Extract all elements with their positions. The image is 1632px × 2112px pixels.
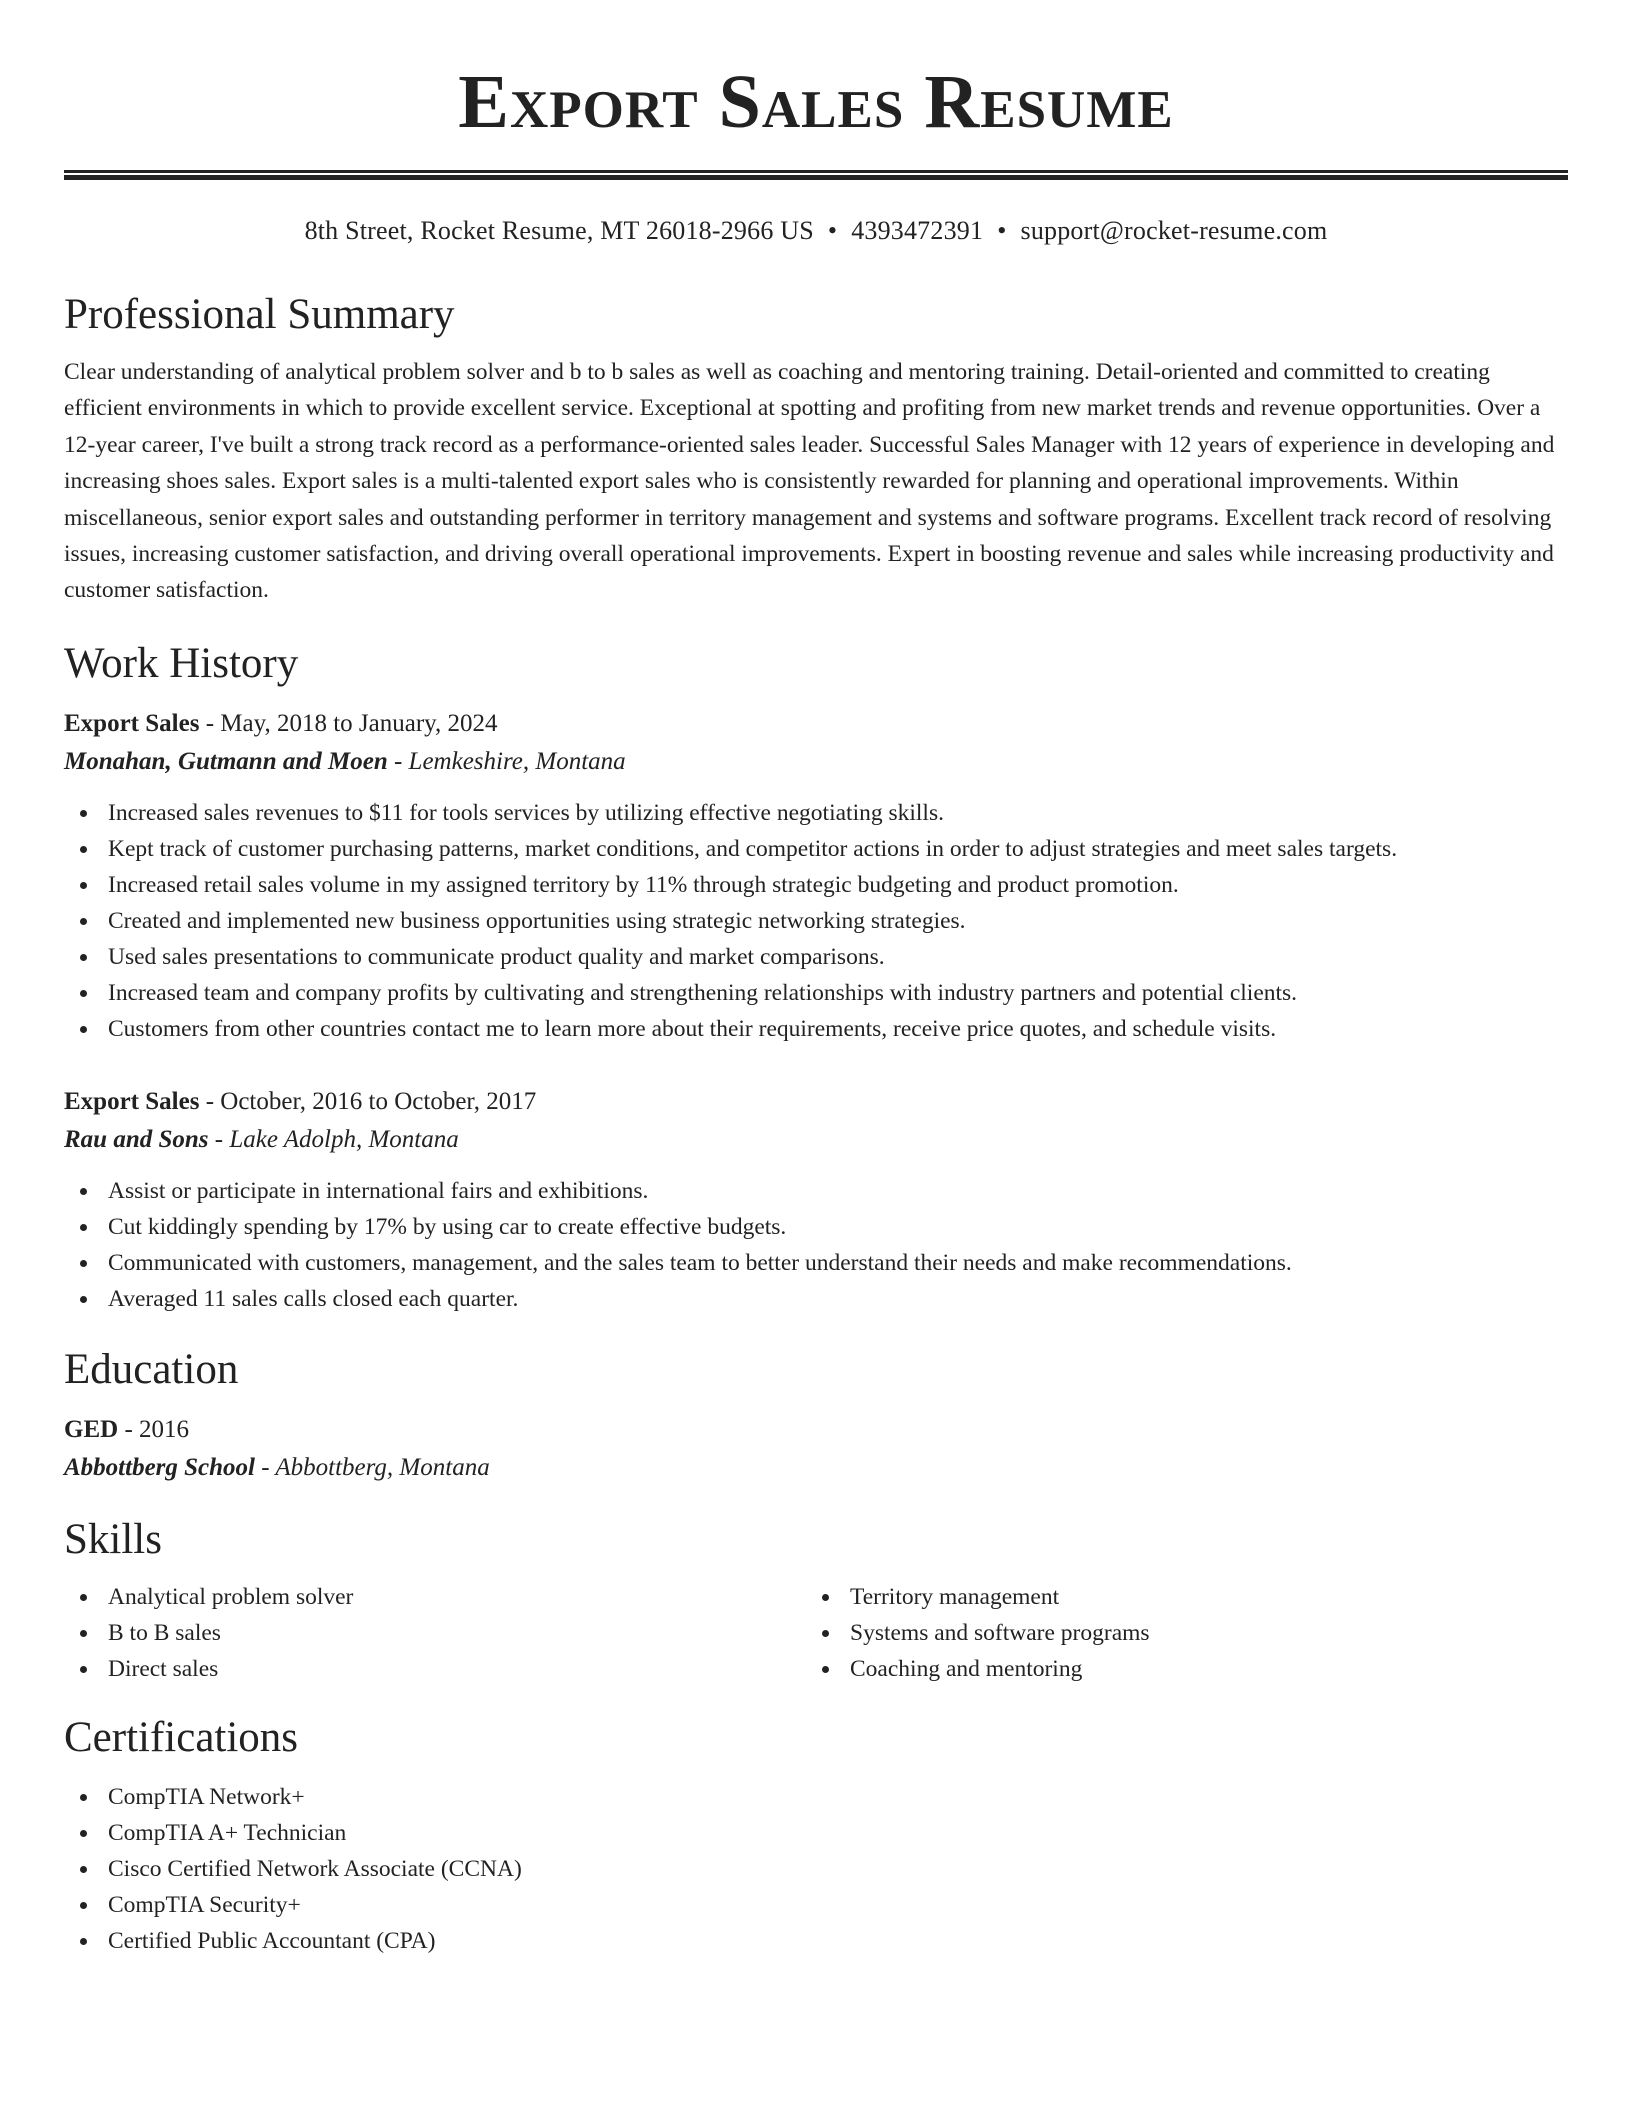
list-item: Customers from other countries contact me to learn more about their requirements, receive price quotes, and schedule visits.: [64, 1011, 1568, 1047]
list-item: Certified Public Accountant (CPA): [64, 1923, 1568, 1959]
list-item: Territory management: [806, 1579, 1548, 1615]
list-item: Direct sales: [64, 1651, 806, 1687]
list-item: Systems and software programs: [806, 1615, 1548, 1651]
contact-email: support@rocket-resume.com: [1020, 216, 1328, 245]
skills-columns: [64, 1579, 1568, 1687]
job-location: - Lake Adolph, Montana: [208, 1125, 459, 1153]
certifications-heading: Certifications: [64, 1713, 299, 1761]
job-dates: - October, 2016 to October, 2017: [199, 1087, 537, 1115]
list-item: Increased sales revenues to $11 for tools services by utilizing effective negotiating skills.: [64, 795, 1568, 831]
list-item: CompTIA Network+: [64, 1779, 1568, 1815]
job-title: Export Sales: [64, 1087, 200, 1115]
summary-section: [64, 290, 1568, 609]
job-title-line: [64, 1083, 1568, 1121]
contact-phone: 4393472391: [851, 216, 984, 245]
list-item: Cisco Certified Network Associate (CCNA): [64, 1851, 1568, 1887]
resume-title: Export Sales Resume: [458, 60, 1174, 144]
skills-list-right: [806, 1579, 1548, 1687]
work-history-section: [64, 639, 1568, 1317]
title-divider: [64, 170, 1568, 180]
list-item: Used sales presentations to communicate product quality and market comparisons.: [64, 939, 1568, 975]
job-employer-line: [64, 1121, 1568, 1159]
list-item: Kept track of customer purchasing patterns, market conditions, and competitor actions in order to adjust strategies and meet sales targets.: [64, 831, 1568, 867]
list-item: Created and implemented new business opportunities using strategic networking strategies.: [64, 903, 1568, 939]
education-heading: Education: [64, 1345, 239, 1393]
job-dates: - May, 2018 to January, 2024: [199, 709, 498, 737]
education-degree-line: [64, 1411, 1568, 1449]
list-item: Coaching and mentoring: [806, 1651, 1548, 1687]
skills-section: [64, 1515, 1568, 1687]
list-item: Increased retail sales volume in my assigned territory by 11% through strategic budgeting and product promotion.: [64, 867, 1568, 903]
list-item: B to B sales: [64, 1615, 806, 1651]
list-item: Cut kiddingly spending by 17% by using car to create effective budgets.: [64, 1209, 1568, 1245]
education-school: Abbottberg School: [64, 1453, 255, 1481]
skills-list-left: [64, 1579, 806, 1687]
education-year: - 2016: [118, 1415, 190, 1443]
job-title-line: [64, 705, 1568, 743]
summary-heading: Professional Summary: [64, 291, 455, 338]
contact-separator: •: [997, 216, 1007, 245]
job-employer: Monahan, Gutmann and Moen: [64, 747, 388, 775]
certifications-section: [64, 1713, 1568, 1959]
education-degree: GED: [64, 1415, 119, 1443]
work-history-heading: Work History: [64, 639, 299, 687]
list-item: Assist or participate in international fairs and exhibitions.: [64, 1173, 1568, 1209]
job-bullets: [64, 1173, 1568, 1317]
education-location: - Abbottberg, Montana: [255, 1453, 490, 1481]
education-section: [64, 1345, 1568, 1487]
job-title: Export Sales: [64, 709, 200, 737]
contact-line: [64, 214, 1568, 248]
list-item: Communicated with customers, management, and the sales team to better understand their needs and make recommendations.: [64, 1245, 1568, 1281]
job-employer-line: [64, 743, 1568, 781]
education-school-line: [64, 1449, 1568, 1487]
job-entry: [64, 1083, 1568, 1317]
summary-text: Clear understanding of analytical problem solver and b to b sales as well as coaching and mentoring training. Detail-oriented and committed to creating efficient environments in which to provide excellent service. Exceptional at spotting and profiting from new market trends and revenue opportunities. Over a 12-year career, I've built a strong track record as a performance-oriented sales leader. Successful Sales Manager with 12 years of experience in developing and increasing shoes sales. Export sales is a multi-talented export sales who is consistently rewarded for planning and operational improvements. Within miscellaneous, senior export sales and outstanding performer in territory management and systems and software programs. Excellent track record of resolving issues, increasing customer satisfaction, and driving overall operational improvements. Expert in boosting revenue and sales while increasing productivity and customer satisfaction.: [64, 359, 1555, 604]
job-bullets: [64, 795, 1568, 1047]
list-item: CompTIA Security+: [64, 1887, 1568, 1923]
certifications-list: [64, 1779, 1568, 1959]
skills-heading: Skills: [64, 1515, 162, 1563]
list-item: Increased team and company profits by cultivating and strengthening relationships with industry partners and potential clients.: [64, 975, 1568, 1011]
job-location: - Lemkeshire, Montana: [387, 747, 626, 775]
list-item: Analytical problem solver: [64, 1579, 806, 1615]
contact-address: 8th Street, Rocket Resume, MT 26018-2966 US: [304, 216, 814, 245]
list-item: Averaged 11 sales calls closed each quarter.: [64, 1281, 1568, 1317]
job-entry: [64, 705, 1568, 1047]
contact-separator: •: [827, 216, 838, 245]
list-item: CompTIA A+ Technician: [64, 1815, 1568, 1851]
job-employer: Rau and Sons: [64, 1125, 209, 1153]
